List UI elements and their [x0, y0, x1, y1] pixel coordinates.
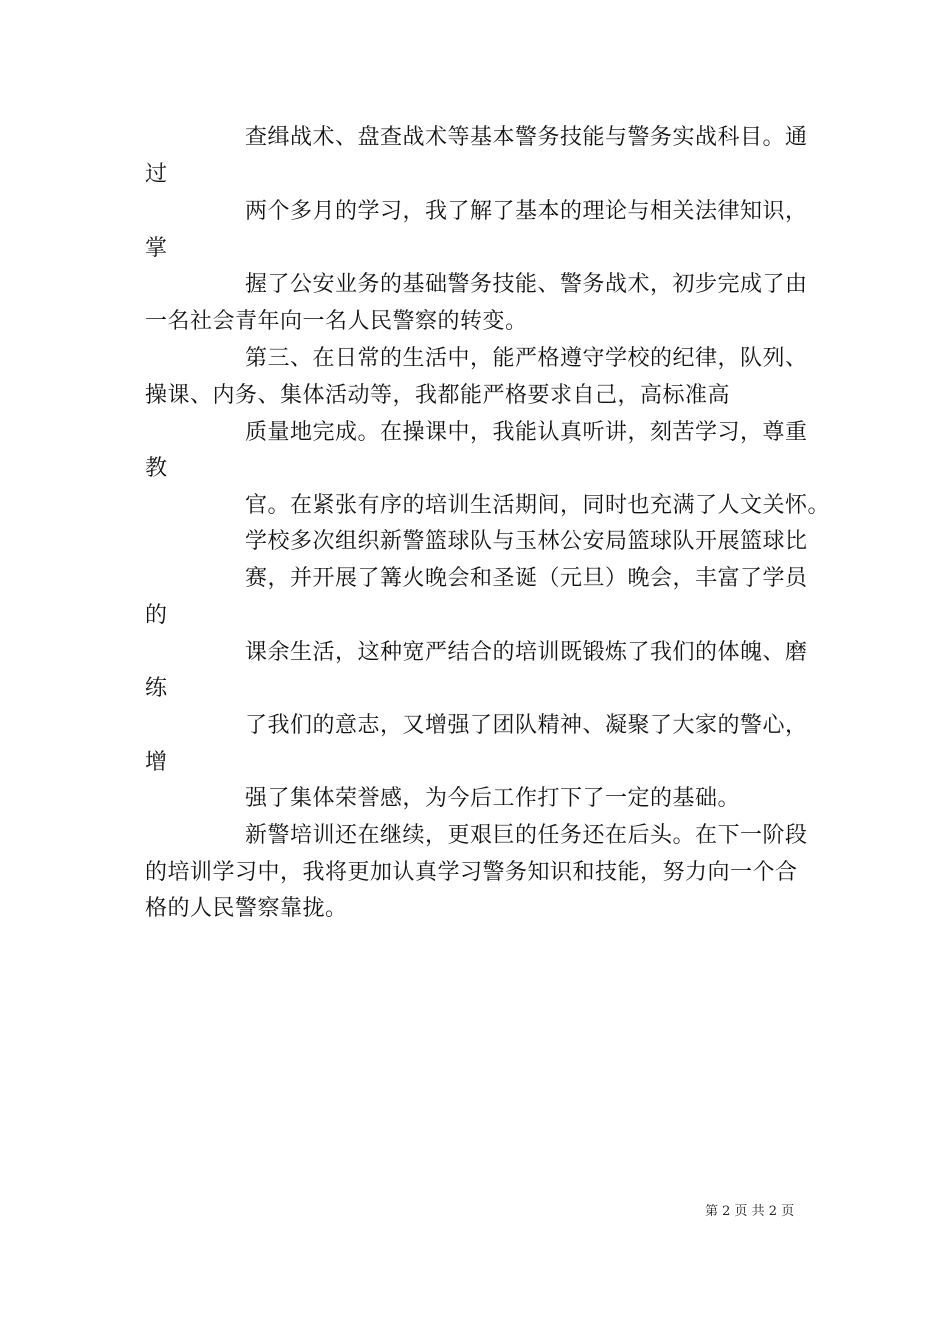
text-line: 掌: [145, 236, 168, 261]
text-line: 学校多次组织新警篮球队与玉林公安局篮球队开展篮球比: [245, 529, 808, 554]
page-number-footer: 第 2 页 共 2 页: [705, 1204, 795, 1219]
text-line: 握了公安业务的基础警务技能、警务战术，初步完成了由: [245, 272, 808, 297]
text-line: 过: [145, 162, 168, 187]
text-line: 了我们的意志，又增强了团队精神、凝聚了大家的警心，: [245, 713, 808, 738]
text-line: 操课、内务、集体活动等，我都能严格要求自己，高标准高: [145, 383, 731, 408]
text-line: 练: [145, 676, 168, 701]
text-line: 官。在紧张有序的培训生活期间，同时也充满了人文关怀。: [245, 493, 831, 518]
text-line: 的: [145, 603, 168, 628]
text-line: 赛，并开展了篝火晚会和圣诞（元旦）晚会，丰富了学员: [245, 566, 808, 591]
text-line: 课余生活，这种宽严结合的培训既锻炼了我们的体魄、磨: [245, 640, 808, 665]
text-line: 格的人民警察靠拢。: [145, 896, 348, 921]
text-line: 一名社会青年向一名人民警察的转变。: [145, 309, 528, 334]
text-line: 新警培训还在继续，更艰巨的任务还在后头。在下一阶段: [245, 823, 808, 848]
text-line: 两个多月的学习，我了解了基本的理论与相关法律知识，: [245, 199, 808, 224]
text-line: 教: [145, 456, 168, 481]
text-line: 强了集体荣誉感，为今后工作打下了一定的基础。: [245, 786, 741, 811]
text-line: 的培训学习中，我将更加认真学习警务知识和技能，努力向一个合: [145, 860, 798, 885]
text-line: 质量地完成。在操课中，我能认真听讲，刻苦学习，尊重: [245, 420, 808, 445]
text-line: 增: [145, 750, 168, 775]
text-line: 查缉战术、盘查战术等基本警务技能与警务实战科目。通: [245, 125, 808, 150]
text-line: 第三、在日常的生活中，能严格遵守学校的纪律，队列、: [245, 346, 808, 371]
